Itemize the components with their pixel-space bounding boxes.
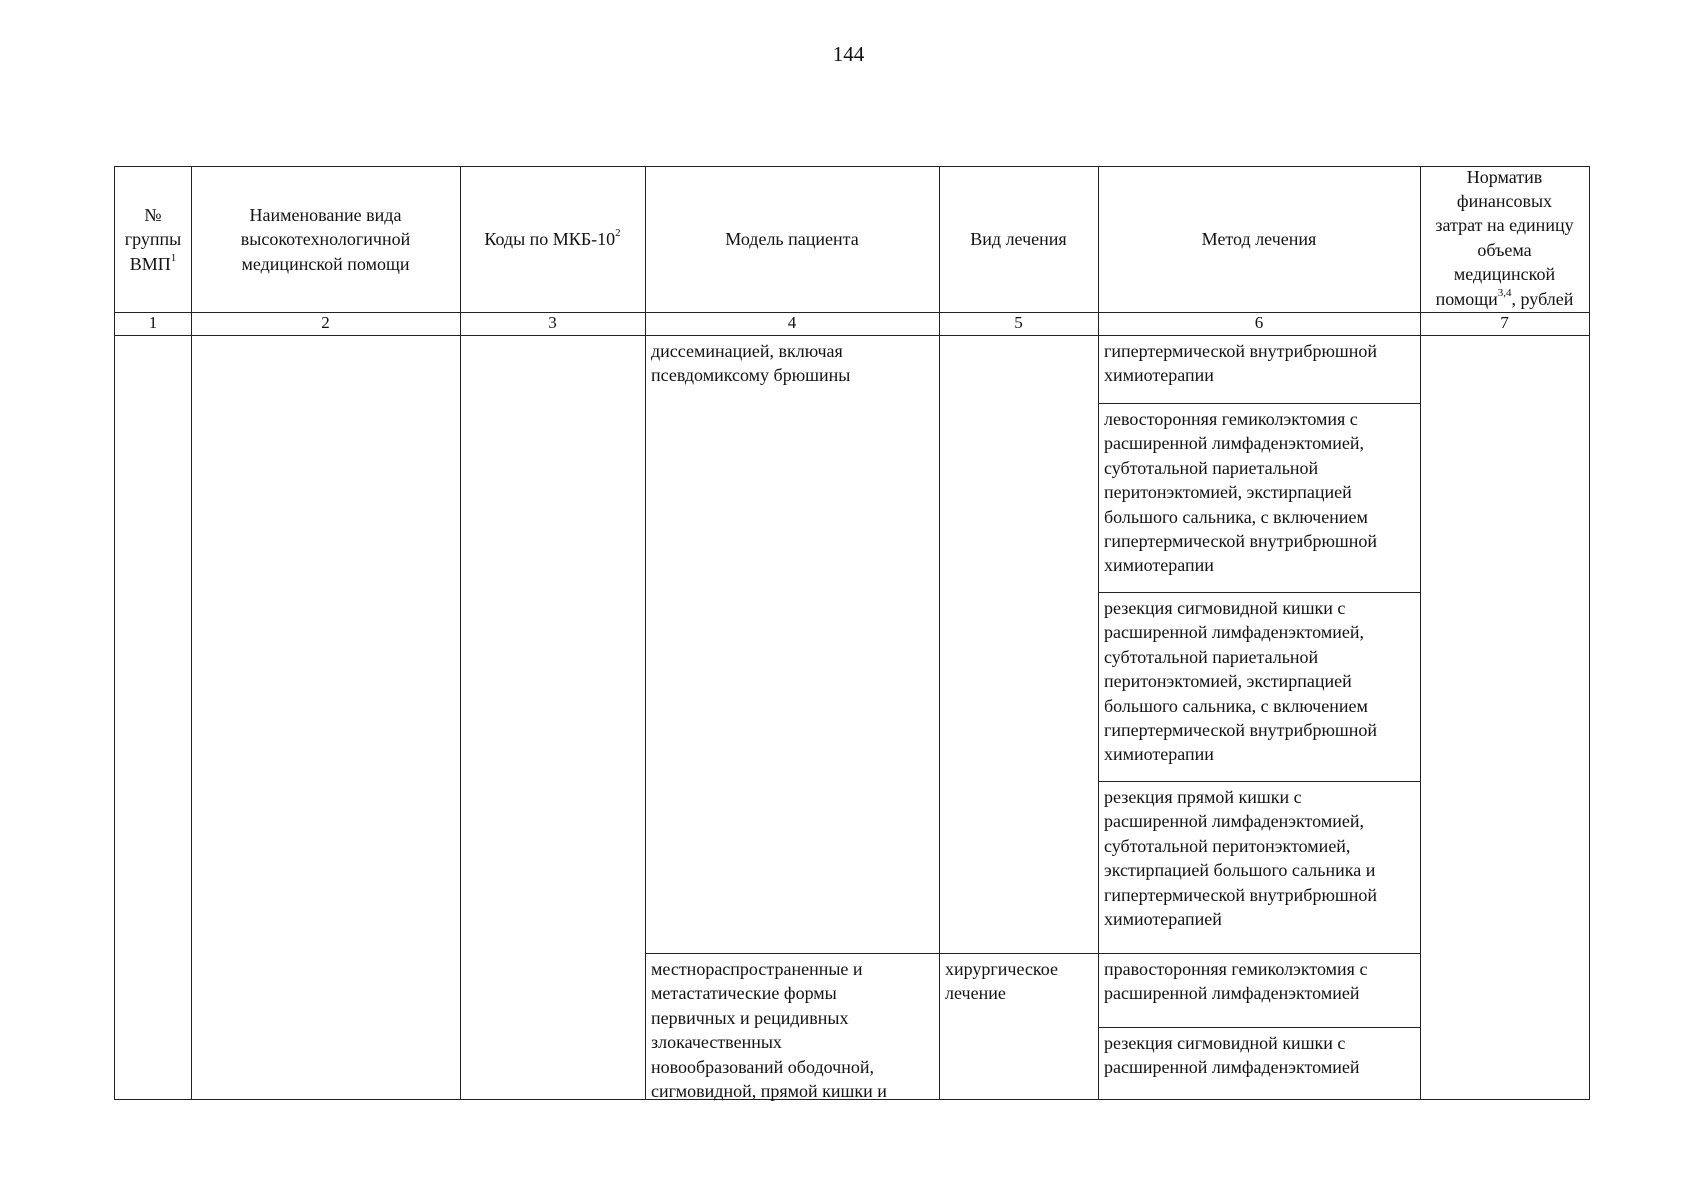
header-patient-model: Модель пациента <box>725 229 859 250</box>
column-number: 3 <box>548 313 557 332</box>
column-number: 2 <box>321 313 330 332</box>
header-icd-codes: Коды по МКБ-$10^2$ <box>484 227 621 250</box>
patient-model-cell: местнораспространенные и метастатические формы первичных и рецидивных злокачественных новообразований ободочной, сигмовидной, прямой кишки и <box>651 959 887 1102</box>
column-number: 7 <box>1500 313 1509 332</box>
treatment-method-cell: резекция прямой кишки с расширенной лимфаденэктомией, субтотальной перитонэктомией, экстирпацией большого сальника и гипертермической внутрибрюшной химиотерапией <box>1104 787 1378 930</box>
treatment-type-cell <box>939 336 1098 339</box>
treatment-method-cell: гипертермической внутрибрюшной химиотерапии <box>1104 341 1378 386</box>
header-financial-norm: Норматив финансовых затрат на единицу объема медицинской помощи$^{3,4}$, рублей <box>1435 166 1574 309</box>
column-number: 4 <box>787 313 797 332</box>
treatment-type-cell: хирургическое лечение <box>945 959 1058 1004</box>
treatment-method-cell: левосторонняя гемиколэктомия с расширенной лимфаденэктомией, субтотальной париетальной перитонэктомией, экстирпацией большого сальника, с включением гипертермической внутрибрюшной химиотерапии <box>1104 409 1378 576</box>
medical-care-table <box>114 166 1590 1100</box>
treatment-method-cell: резекция сигмовидной кишки с расширенной лимфаденэктомией, субтотальной париетальной перитонэктомией, экстирпацией большого сальника, с включением гипертермической внутрибрюшной химиотерапии <box>1104 598 1378 765</box>
column-number: 6 <box>1254 313 1264 332</box>
patient-model-cell: диссеминацией, включая псевдомиксому брюшины <box>651 341 851 386</box>
column-number: 5 <box>1014 313 1023 332</box>
page-number: 144 <box>832 42 865 66</box>
header-treatment-method: Метод лечения <box>1201 229 1317 250</box>
column-number: 1 <box>148 313 158 332</box>
treatment-method-cell: правосторонняя гемиколэктомия с расширенной лимфаденэктомией <box>1104 959 1368 1004</box>
header-group-number: № группы ВМП$^1$ <box>124 204 182 274</box>
treatment-method-cell: резекция сигмовидной кишки с расширенной лимфаденэктомией <box>1104 1033 1360 1078</box>
header-treatment-type: Вид лечения <box>970 229 1067 250</box>
header-care-type-name: Наименование вида высокотехнологичной медицинской помощи <box>240 204 411 274</box>
